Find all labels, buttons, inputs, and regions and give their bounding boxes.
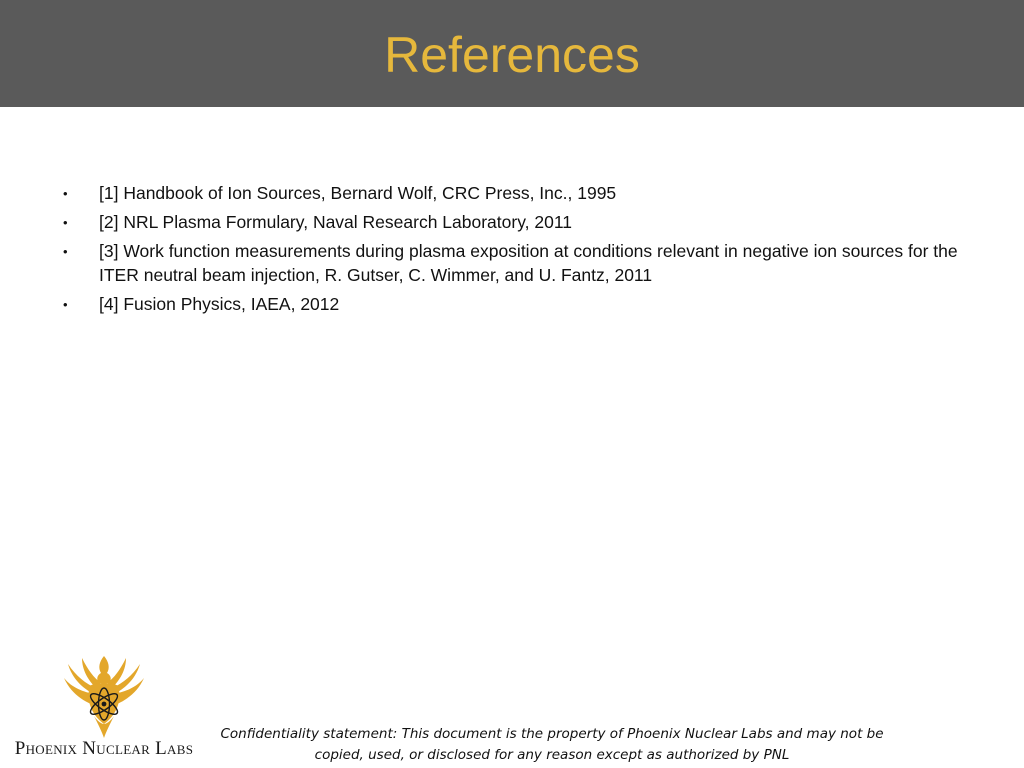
logo-text: Phoenix Nuclear Labs (14, 738, 194, 759)
list-item (60, 239, 960, 287)
list-item (60, 181, 960, 205)
list-item (60, 210, 960, 234)
reference-text: [1] Handbook of Ion Sources, Bernard Wolf, CRC Press, Inc., 1995 (99, 183, 617, 203)
reference-text: [4] Fusion Physics, IAEA, 2012 (99, 294, 340, 314)
references-list (60, 181, 960, 321)
reference-text: [3] Work function measurements during plasma exposition at conditions relevant in negative ion sources for the ITER neutral beam injection, R. Gutser, C. Wimmer, and U. Fantz, 2011 (99, 241, 958, 285)
reference-text: [2] NRL Plasma Formulary, Naval Research Laboratory, 2011 (99, 212, 573, 232)
company-logo (4, 652, 204, 764)
bullet: • (63, 297, 68, 312)
list-item (60, 292, 960, 316)
bullet: • (63, 244, 68, 259)
slide-header (0, 0, 1024, 107)
confidentiality-statement: Confidentiality statement: This document is the property of Phoenix Nuclear Labs and may not be copied, used, or disclosed for any reason except as authorized by PNL (220, 726, 884, 763)
phoenix-atom-logo-icon (58, 652, 150, 738)
bullet: • (63, 186, 68, 201)
bullet: • (63, 215, 68, 230)
slide-title: References (384, 27, 640, 83)
